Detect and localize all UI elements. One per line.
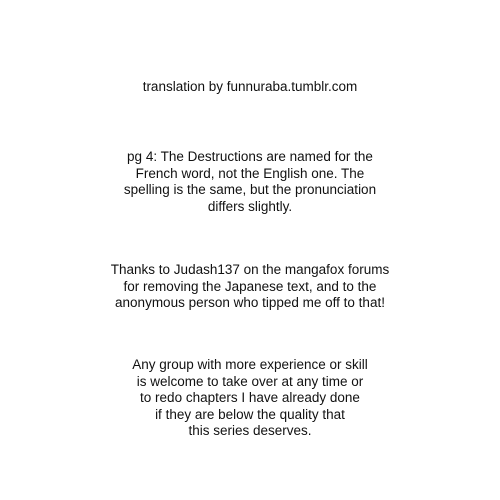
note-line: for removing the Japanese text, and to the (123, 278, 377, 294)
thanks-note (0, 262, 500, 312)
takeover-note (0, 357, 500, 440)
note-line: differs slightly. (207, 198, 293, 214)
note-line: Thanks to Judash137 on the mangafox forums (110, 262, 390, 277)
note-line: French word, not the English one. The (135, 165, 365, 181)
note-line: spelling is the same, but the pronunciation (123, 182, 377, 197)
note-line: anonymous person who tipped me off to that! (115, 295, 385, 310)
note-line: is welcome to take over at any time or (136, 373, 364, 389)
note-line: Any group with more experience or skill (132, 357, 368, 372)
pronunciation-note (0, 149, 500, 215)
note-line: pg 4: The Destructions are named for the (127, 149, 373, 164)
note-line: to redo chapters I have already done (140, 390, 360, 405)
translation-credit (0, 79, 500, 96)
note-line: if they are below the quality that (155, 406, 345, 422)
note-line: this series deserves. (188, 423, 312, 438)
credit-line: translation by funnuraba.tumblr.com (142, 79, 358, 94)
